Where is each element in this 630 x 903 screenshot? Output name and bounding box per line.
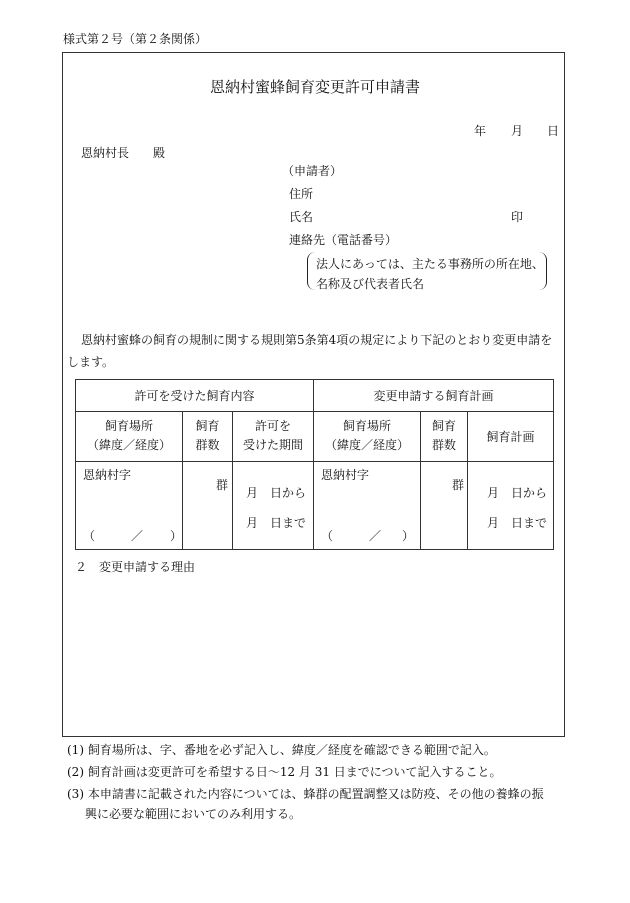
note-1: (1) 飼育場所は、字、番地を必ず記入し、緯度／経度を確認できる範囲で記入。 xyxy=(67,743,496,757)
date-day: 日 xyxy=(547,124,560,138)
header-count-new: 飼育 群数 xyxy=(421,412,468,462)
address-label: 住所 xyxy=(289,187,314,201)
application-table xyxy=(75,379,554,550)
name-label: 氏名 xyxy=(289,210,314,224)
contact-label: 連絡先（電話番号） xyxy=(289,233,398,247)
bracket-left xyxy=(307,252,316,290)
applicant-heading: （申請者） xyxy=(282,164,343,178)
right-header: 変更申請する飼育計画 xyxy=(314,380,554,412)
new-location-cell: 恩納村字 （ ／ ） xyxy=(314,462,421,550)
note-2: (2) 飼育計画は変更許可を希望する日～12 月 31 日までについて記入すること。 xyxy=(67,765,502,779)
form-title: 恩納村蜜蜂飼育変更許可申請書 xyxy=(209,78,420,96)
note-3: (3) 本申請書に記載された内容については、蜂群の配置調整又は防疫、その他の養蜂の振 xyxy=(67,787,544,801)
note-3-continued: 興に必要な範囲においてのみ利用する。 xyxy=(85,807,302,821)
new-count-cell: 群 xyxy=(421,462,468,550)
date-month: 月 xyxy=(511,124,524,138)
header-location-permitted: 飼育場所 （緯度／経度） xyxy=(76,412,183,462)
date-year: 年 xyxy=(474,124,487,138)
addressee: 恩納村長 殿 xyxy=(81,146,166,160)
header-count-permitted: 飼育 群数 xyxy=(183,412,233,462)
body-text-line2: します。 xyxy=(67,355,115,369)
section-2-heading: ２ 変更申請する理由 xyxy=(75,560,196,574)
body-text-line1: 恩納村蜜蜂の飼育の規制に関する規則第5条第4項の規定により下記のとおり変更申請を xyxy=(81,333,553,347)
header-period: 許可を 受けた期間 xyxy=(233,412,314,462)
header-location-new: 飼育場所 （緯度／経度） xyxy=(314,412,421,462)
permitted-count-cell: 群 xyxy=(183,462,233,550)
seal-mark: 印 xyxy=(511,210,524,224)
corp-note-line1: 法人にあっては、主たる事務所の所在地、 xyxy=(316,257,544,271)
form-id: 様式第２号（第２条関係） xyxy=(63,32,208,46)
permitted-location-cell: 恩納村字 （ ／ ） xyxy=(76,462,183,550)
permitted-period-cell: 月 日から 月 日まで xyxy=(233,462,314,550)
corp-note-line2: 名称及び代表者氏名 xyxy=(316,277,425,291)
header-plan: 飼育計画 xyxy=(468,412,554,462)
new-plan-cell: 月 日から 月 日まで xyxy=(468,462,554,550)
left-header: 許可を受けた飼育内容 xyxy=(76,380,314,412)
